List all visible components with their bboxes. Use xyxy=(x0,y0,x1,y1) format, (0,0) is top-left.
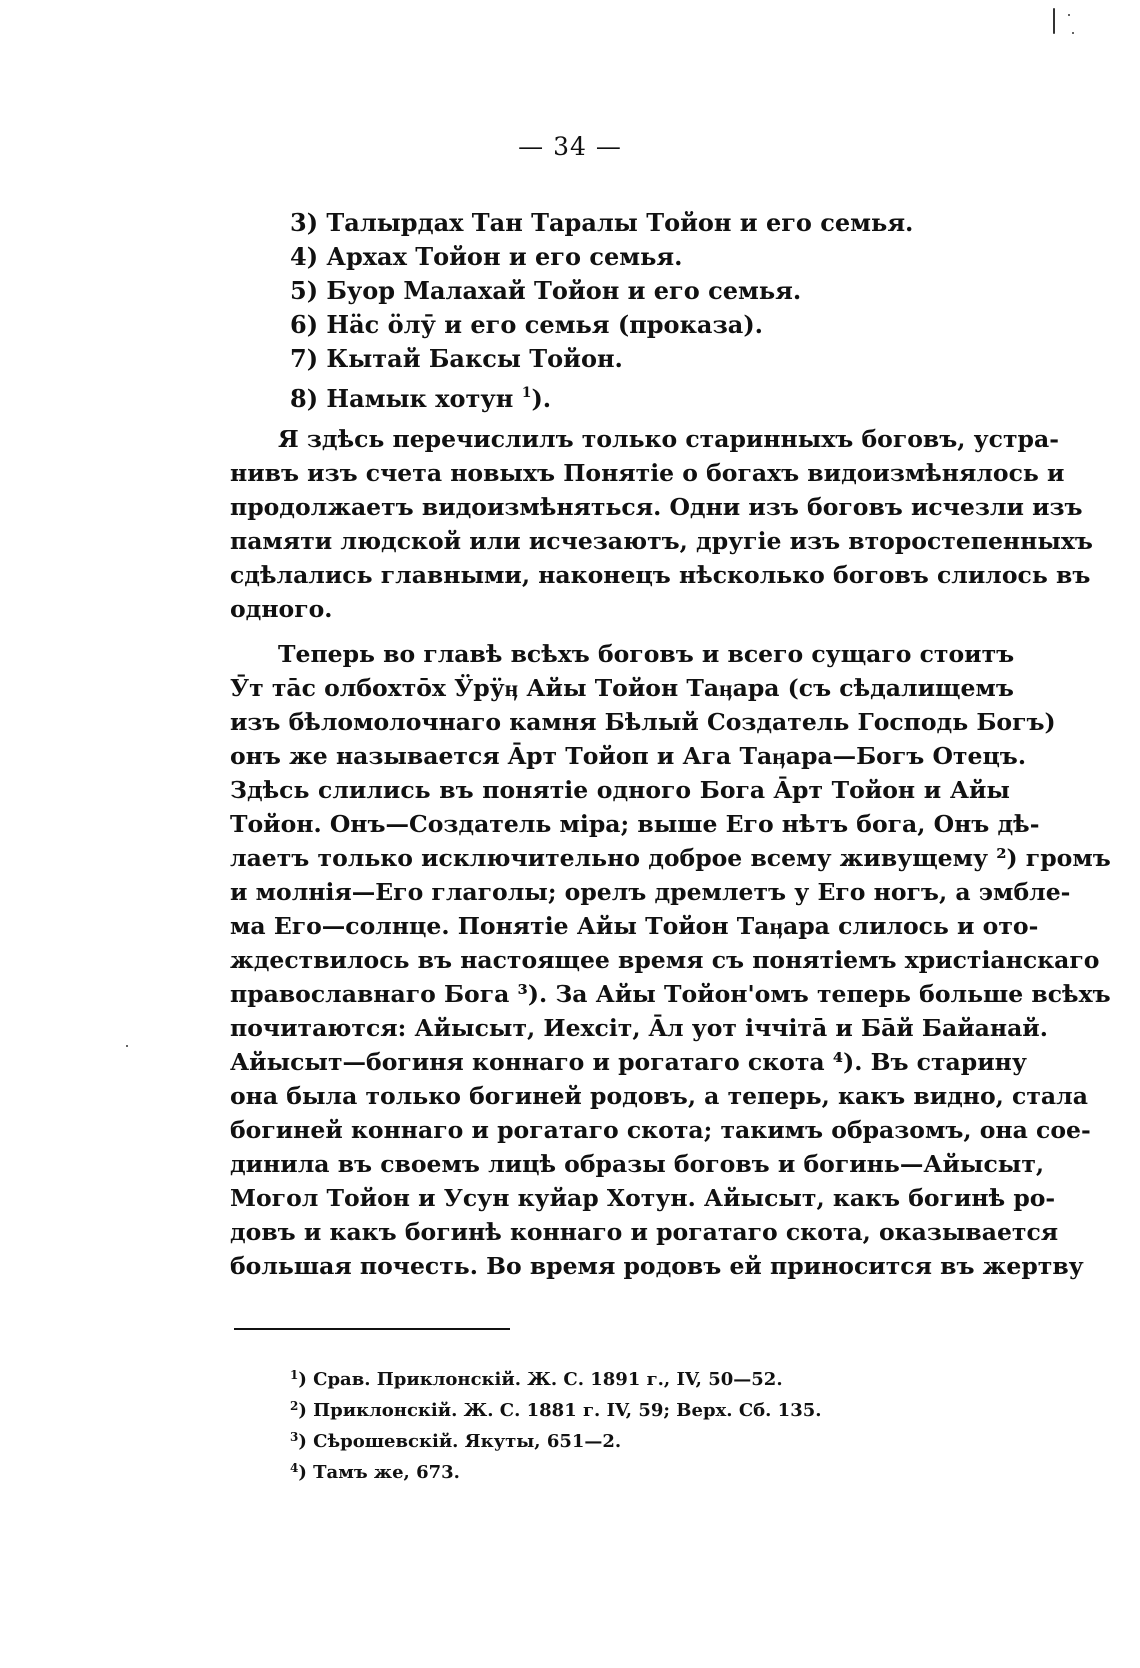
footnote-mark: 3 xyxy=(290,1430,299,1444)
text-line: большая почесть. Во время родовъ ей приносится въ жертву xyxy=(230,1252,1084,1280)
text-line: она была только богиней родовъ, а теперь, какъ видно, стала xyxy=(230,1082,1088,1110)
text-line: Ӯт тāс олбохтōх Ӱрӱӊ Айы Тойон Таӊара (съ сѣдалищемъ xyxy=(230,674,1014,702)
footnote-mark: 1 xyxy=(290,1368,299,1382)
footnote xyxy=(290,1362,990,1393)
text-line: изъ бѣломолочнаго камня Бѣлый Создатель Господь Богъ) xyxy=(230,708,1056,736)
text-line: ждествилось въ настоящее время съ понятіемъ христіанскаго xyxy=(230,946,1100,974)
text-line: богиней коннаго и рогатаго скота; такимъ образомъ, она сое- xyxy=(230,1116,1091,1144)
text-line: ма Его—солнце. Понятіе Айы Тойон Таӊара слилось и ото- xyxy=(230,912,1039,940)
text-line: нивъ изъ счета новыхъ Понятіе о богахъ видоизмѣнялось и xyxy=(230,459,1065,487)
scan-artifact xyxy=(1072,32,1074,34)
list-item: 6) Нäс öлӯ и его семья (проказа). xyxy=(290,310,764,339)
list-item-text: 8) Намык хотун xyxy=(290,384,522,413)
footnote-mark: 2 xyxy=(290,1399,299,1413)
text-line: почитаются: Айысыт, Иехсіт, Āл уот іччітā и Бāй Байанай. xyxy=(230,1014,1048,1042)
text-line: Могол Тойон и Усун куйар Хотун. Айысыт, какъ богинѣ ро- xyxy=(230,1184,1056,1212)
text-line: Я здѣсь перечислилъ только старинныхъ боговъ, устра- xyxy=(278,425,1059,453)
text-line: довъ и какъ богинѣ коннаго и рогатаго скота, оказывается xyxy=(230,1218,1059,1246)
footnote-divider xyxy=(234,1328,510,1330)
footnote-text: ) Приклонскій. Ж. С. 1881 г. IV, 59; Верх. Сб. 135. xyxy=(298,1400,822,1421)
text-line: динила въ своемъ лицѣ образы боговъ и богинь—Айысыт, xyxy=(230,1150,1045,1178)
text-line: продолжаетъ видоизмѣняться. Одни изъ боговъ исчезли изъ xyxy=(230,493,1083,521)
footnote-reference: 1 xyxy=(521,385,532,401)
list-item: 4) Архах Тойон и его семья. xyxy=(290,242,683,271)
text-line: сдѣлались главными, наконецъ нѣсколько боговъ слилось въ xyxy=(230,561,1091,589)
paragraph-2 xyxy=(230,637,1111,1283)
scan-artifact xyxy=(1053,8,1055,34)
text-line: онъ же называется Āрт Тойоп и Ага Таӊара—Богъ Отецъ. xyxy=(230,742,1027,770)
list-item: 7) Кытай Баксы Тойон. xyxy=(290,344,623,373)
text-line: Здѣсь слились въ понятіе одного Бога Āрт Тойон и Айы xyxy=(230,776,1010,804)
page-number: — 34 — xyxy=(518,132,622,161)
numbered-list xyxy=(290,206,1010,416)
footnote-text: ) Тамъ же, 673. xyxy=(298,1462,460,1483)
text-line: православнаго Бога ³). За Айы Тойон'омъ теперь больше всѣхъ xyxy=(230,980,1111,1008)
text-line: памяти людской или исчезаютъ, другіе изъ второстепенныхъ xyxy=(230,527,1093,555)
footnotes xyxy=(290,1362,990,1486)
footnote-text: ) Сѣрошевскій. Якуты, 651—2. xyxy=(298,1431,622,1452)
footnote-mark: 4 xyxy=(290,1461,299,1475)
list-item xyxy=(290,376,1010,416)
text-line: Айысыт—богиня коннаго и рогатаго скота ⁴). Въ старину xyxy=(230,1048,1027,1076)
text-line: одного. xyxy=(230,595,333,623)
footnote xyxy=(290,1393,990,1424)
list-item: 3) Талырдах Тан Таралы Тойон и его семья. xyxy=(290,208,914,237)
list-item: 5) Буор Малахай Тойон и его семья. xyxy=(290,276,802,305)
scan-artifact xyxy=(1068,14,1070,16)
text-line: Теперь во главѣ всѣхъ боговъ и всего сущаго стоитъ xyxy=(278,640,1015,668)
text-line: лаетъ только исключительно доброе всему живущему ²) громъ xyxy=(230,844,1111,872)
text-line: и молнія—Его глаголы; орелъ дремлетъ у Его ногъ, а эмбле- xyxy=(230,878,1071,906)
footnote xyxy=(290,1424,990,1455)
text-line: Тойон. Онъ—Создатель міра; выше Его нѣтъ бога, Онъ дѣ- xyxy=(230,810,1040,838)
scan-artifact xyxy=(126,1045,128,1047)
footnote xyxy=(290,1455,990,1486)
list-item-text-end: ). xyxy=(531,384,552,413)
footnote-text: ) Срав. Приклонскій. Ж. С. 1891 г., IV, 50—52. xyxy=(298,1369,783,1390)
paragraph-1 xyxy=(230,422,1093,626)
